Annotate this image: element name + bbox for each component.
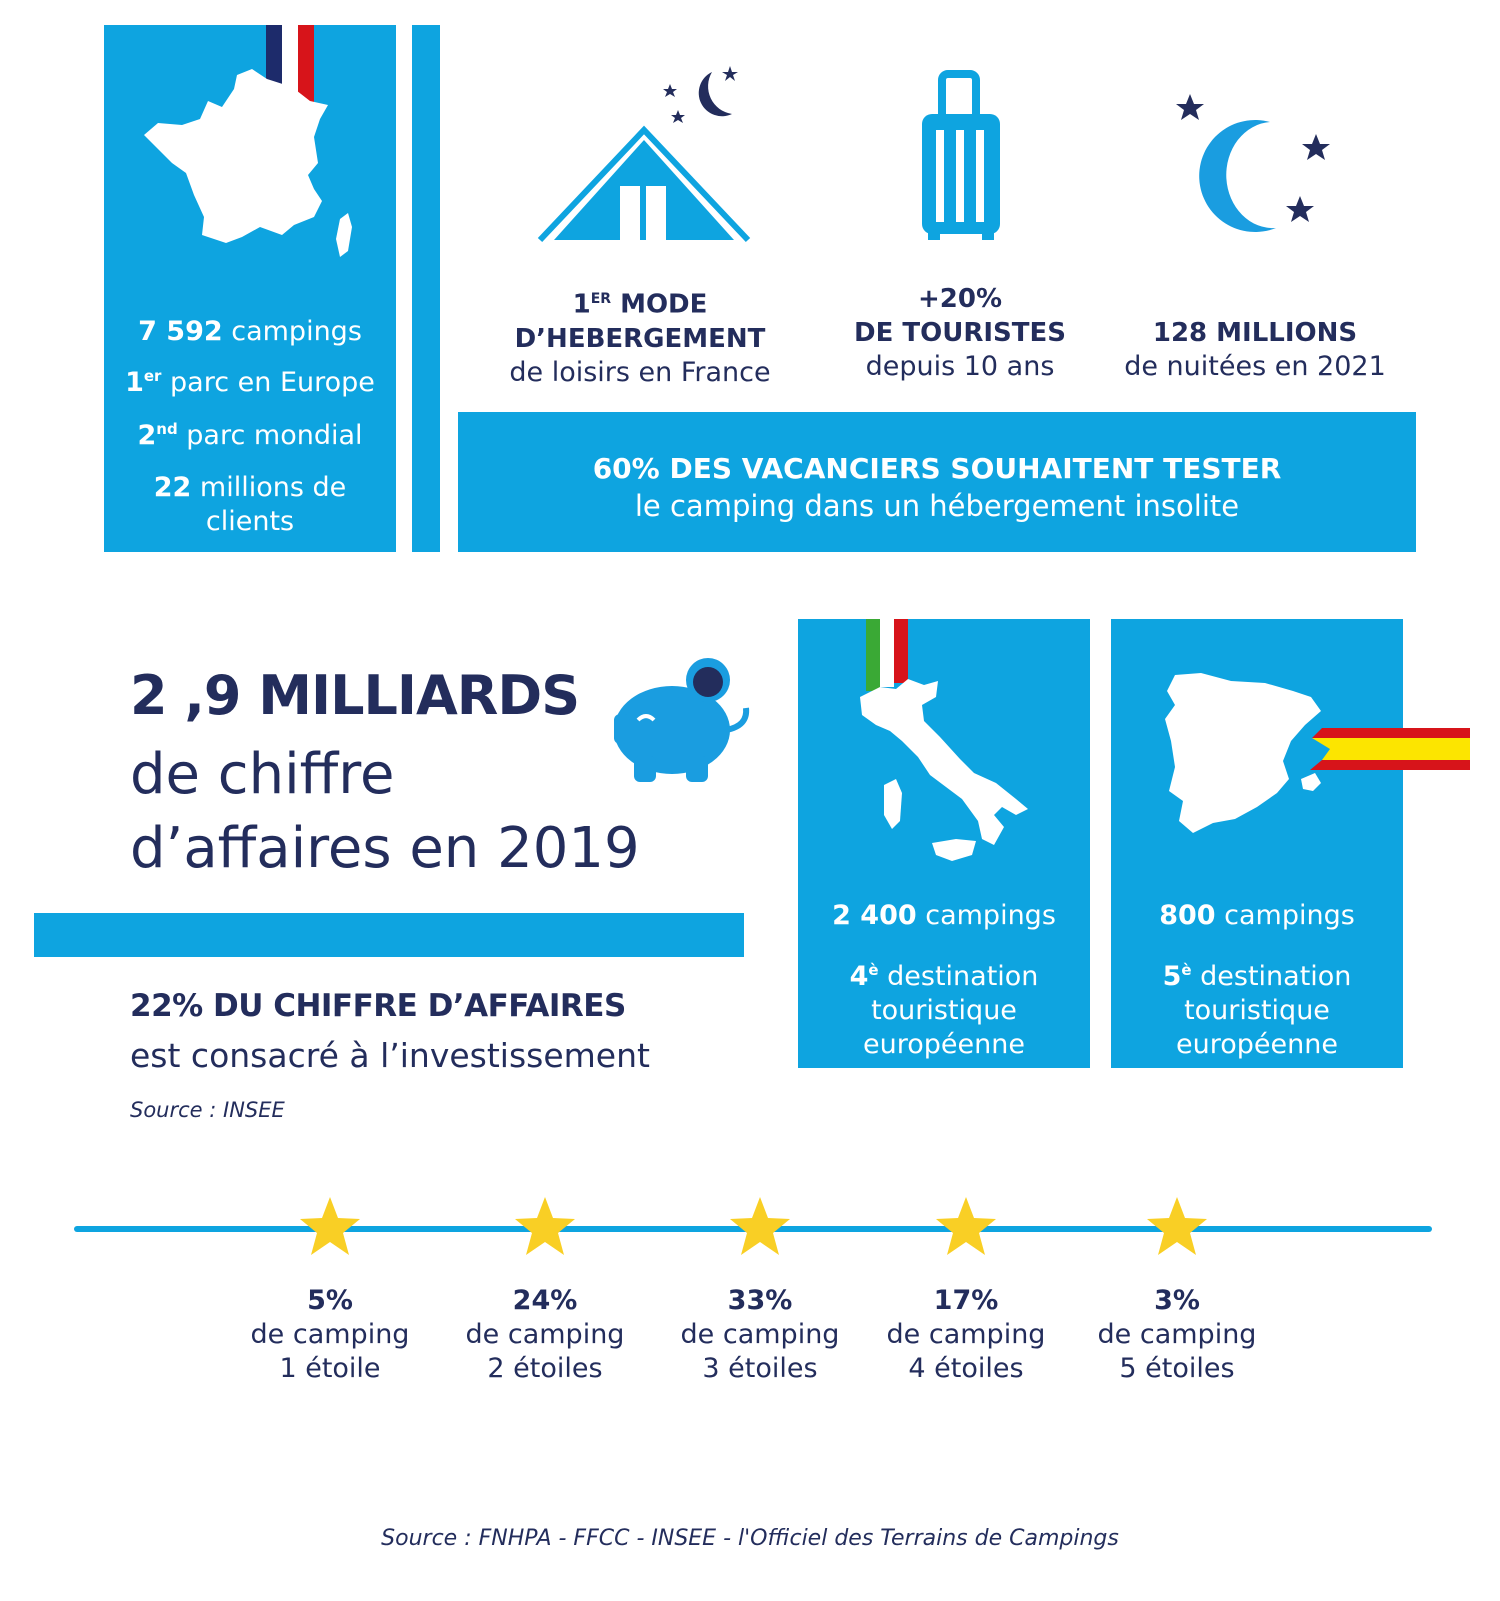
highlight-1-bold-line: 1ER MODE xyxy=(572,289,708,320)
moon-stars-icon xyxy=(1172,92,1342,242)
revenue-line1: de chiffre xyxy=(130,742,395,807)
italy-rank: $4^è$ destination xyxy=(849,961,1039,992)
spain-flag-ribbon xyxy=(1310,728,1470,770)
suitcase-icon xyxy=(918,70,1004,242)
revenue-source: Source : INSEE xyxy=(130,1098,285,1122)
france-campings: 7 592 campings xyxy=(138,316,362,347)
banner-text: le camping dans un hébergement insolite xyxy=(634,489,1240,523)
banner-bold: 60% DES VACANCIERS SOUHAITENT TESTER xyxy=(592,452,1282,485)
france-clients: 22 millions de xyxy=(153,472,347,503)
star-icon xyxy=(1146,1196,1208,1256)
france-map-icon xyxy=(142,67,362,267)
spain-campings: 800 campings xyxy=(1159,900,1355,931)
france-europe-rank: 1er parc en Europe xyxy=(125,367,375,398)
highlight-3-text: de nuitées en 2021 xyxy=(1124,351,1386,382)
highlight-1 xyxy=(500,282,780,390)
highlight-3-bold-line: 128 MILLIONS xyxy=(1152,318,1358,348)
star-icon xyxy=(514,1196,576,1256)
highlight-1-text: de loisirs en France xyxy=(509,356,771,388)
highlight-3 xyxy=(1110,316,1400,384)
france-world-rank: 2nd parc mondial xyxy=(137,420,363,451)
france-clients-line2: clients xyxy=(205,506,295,537)
france-stats xyxy=(104,315,396,539)
italy-campings: 2 400 campings xyxy=(832,900,1056,931)
highlight-2-bold-line2: DE TOURISTES xyxy=(854,318,1066,348)
spain-stats xyxy=(1111,899,1403,1062)
star-icon xyxy=(299,1196,361,1256)
italy-map-icon xyxy=(856,675,1036,875)
piggy-bank-icon xyxy=(608,656,758,786)
star-label: 3% de camping 5 étoiles xyxy=(1097,1285,1257,1384)
italy-rank-line2: touristique xyxy=(871,995,1017,1026)
highlight-2 xyxy=(830,282,1090,384)
divider-bar xyxy=(412,25,440,552)
star-label: 24% de camping 2 étoiles xyxy=(465,1285,625,1384)
highlight-1-bold-line2: D’HEBERGEMENT xyxy=(514,323,766,354)
italy-stats xyxy=(798,899,1090,1062)
insolite-banner xyxy=(458,412,1416,552)
invest-bold: 22% DU CHIFFRE D’AFFAIRES xyxy=(130,988,626,1024)
italy-panel xyxy=(798,619,1090,1068)
highlight-2-text: depuis 10 ans xyxy=(865,351,1055,382)
star-label: 33% de camping 3 étoiles xyxy=(680,1285,840,1384)
italy-rank-line3: européenne xyxy=(863,1029,1025,1060)
revenue-line2: d’affaires en 2019 xyxy=(130,816,640,881)
spain-rank-line3: européenne xyxy=(1176,1029,1338,1060)
star-label: 5% de camping 1 étoile xyxy=(250,1285,410,1384)
spain-rank: $5^è$ destination xyxy=(1162,961,1352,992)
spain-rank-line2: touristique xyxy=(1184,995,1330,1026)
star-icon xyxy=(935,1196,997,1256)
revenue-divider xyxy=(34,913,744,957)
highlight-2-bold-line: +20% xyxy=(917,284,1003,314)
footer-source: Source : FNHPA - FFCC - INSEE - l'Officiel des Terrains de Campings xyxy=(381,1526,1119,1551)
star-label: 17% de camping 4 étoiles xyxy=(886,1285,1046,1384)
revenue-amount: 2 ,9 MILLIARDS xyxy=(130,664,580,727)
tent-night-icon xyxy=(534,62,754,244)
invest-text: est consacré à l’investissement xyxy=(130,1036,650,1075)
france-panel xyxy=(104,25,396,552)
star-icon xyxy=(729,1196,791,1256)
